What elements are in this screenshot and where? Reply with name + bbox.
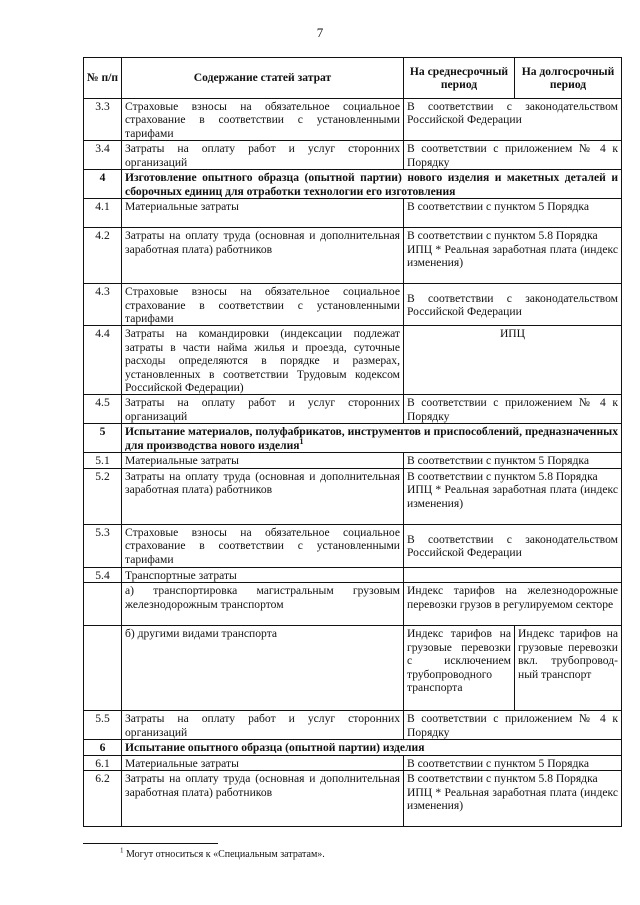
row-value-line: В соответствии с пунктом 5.8 Порядка bbox=[407, 469, 598, 483]
header-mid-term: На среднесрочный период bbox=[404, 58, 515, 99]
row-num: 4.1 bbox=[84, 199, 122, 228]
row-value: Индекс тарифов на железнодорожные перевозки грузов в регулируемом секторе bbox=[404, 583, 622, 626]
table-row bbox=[84, 711, 622, 740]
footnote bbox=[120, 846, 325, 860]
row-value-long: Индекс тарифов на грузовые перевозки вкл. трубопровод-ный транспорт bbox=[515, 626, 622, 711]
footnote-mark: 1 bbox=[120, 846, 124, 855]
section-title-text: Испытание материалов, полуфабрикатов, инструментов и приспособлений, предназначенных для производства нового изделия bbox=[125, 425, 618, 452]
row-value-line: В соответствии с пунктом 5.8 Порядка bbox=[407, 229, 598, 243]
row-value: В соответствии с пунктом 5 Порядка bbox=[404, 199, 622, 228]
row-num: 5.4 bbox=[84, 567, 122, 582]
row-content: Затраты на оплату работ и услуг сторонних организаций bbox=[122, 141, 404, 170]
row-content: Затраты на оплату труда (основная и дополнительная заработная плата) работников bbox=[122, 468, 404, 524]
section-row bbox=[84, 170, 622, 199]
table-row bbox=[84, 771, 622, 827]
header-long-term: На долгосрочный период bbox=[515, 58, 622, 99]
row-num: 4.3 bbox=[84, 284, 122, 326]
table-row bbox=[84, 524, 622, 567]
row-num: 5.1 bbox=[84, 453, 122, 468]
row-content: Затраты на оплату работ и услуг сторонних организаций bbox=[122, 711, 404, 740]
section-title bbox=[122, 424, 622, 453]
row-content: Транспортные затраты bbox=[122, 567, 404, 582]
row-value bbox=[404, 228, 622, 284]
row-value-line: ИПЦ * Реальная заработная плата (индекс изменения) bbox=[407, 483, 618, 510]
footnote-text: Могут относиться к «Специальным затратам». bbox=[126, 849, 325, 860]
table-row bbox=[84, 141, 622, 170]
section-num: 5 bbox=[84, 424, 122, 453]
row-content: Затраты на оплату работ и услуг сторонних организаций bbox=[122, 395, 404, 424]
row-value: В соответствии с пунктом 5 Порядка bbox=[404, 453, 622, 468]
section-title: Изготовление опытного образца (опытной партии) нового изделия и макетных деталей и сборочных единиц для отработки технологии его изготовления bbox=[122, 170, 622, 199]
row-value: ИПЦ bbox=[404, 326, 622, 395]
table-row bbox=[84, 228, 622, 284]
row-value-mid: Индекс тарифов на грузовые перевозки с исключением трубопроводного транспорта bbox=[404, 626, 515, 711]
row-content: Материальные затраты bbox=[122, 199, 404, 228]
table-row bbox=[84, 468, 622, 524]
section-row bbox=[84, 424, 622, 453]
page-number: 7 bbox=[316, 25, 324, 40]
row-content: Затраты на командировки (индексации подлежат затраты в части найма жилья и проезда, суточные расходы определяются в порядке и размерах, установленных в соответствии Трудовым кодексом Российской Федерации) bbox=[122, 326, 404, 395]
row-content: а) транспортировка магистральным грузовым железнодорожным транспортом bbox=[122, 583, 404, 626]
row-value-empty bbox=[404, 567, 622, 582]
row-content: Страховые взносы на обязательное социальное страхование в соответствии с установленными тарифами bbox=[122, 284, 404, 326]
row-content: Затраты на оплату труда (основная и дополнительная заработная плата) работников bbox=[122, 228, 404, 284]
section-title: Испытание опытного образца (опытной партии) изделия bbox=[122, 740, 622, 755]
row-value bbox=[404, 771, 622, 827]
row-num-empty bbox=[84, 626, 122, 711]
header-num: № п/п bbox=[84, 58, 122, 99]
table-row bbox=[84, 626, 622, 711]
row-num: 6.1 bbox=[84, 755, 122, 770]
section-num: 4 bbox=[84, 170, 122, 199]
row-value: В соответствии с приложением № 4 к Порядку bbox=[404, 395, 622, 424]
row-num: 4.4 bbox=[84, 326, 122, 395]
row-value bbox=[404, 468, 622, 524]
table-row bbox=[84, 755, 622, 770]
row-value: В соответствии с пунктом 5 Порядка bbox=[404, 755, 622, 770]
section-num: 6 bbox=[84, 740, 122, 755]
row-content: Страховые взносы на обязательное социальное страхование в соответствии с установленными тарифами bbox=[122, 99, 404, 141]
table-row bbox=[84, 567, 622, 582]
row-value: В соответствии с приложением № 4 к Порядку bbox=[404, 141, 622, 170]
row-num: 5.3 bbox=[84, 524, 122, 567]
row-value: В соответствии с законодательством Российской Федерации bbox=[404, 524, 622, 567]
row-num: 3.3 bbox=[84, 99, 122, 141]
row-num-empty bbox=[84, 583, 122, 626]
table-row bbox=[84, 199, 622, 228]
row-content: Материальные затраты bbox=[122, 755, 404, 770]
row-content: б) другими видами транспорта bbox=[122, 626, 404, 711]
row-content: Материальные затраты bbox=[122, 453, 404, 468]
row-value: В соответствии с законодательством Российской Федерации bbox=[404, 99, 622, 141]
table-header-row bbox=[84, 58, 622, 99]
row-num: 5.2 bbox=[84, 468, 122, 524]
row-content: Затраты на оплату труда (основная и дополнительная заработная плата) работников bbox=[122, 771, 404, 827]
table-row bbox=[84, 453, 622, 468]
row-value: В соответствии с приложением № 4 к Порядку bbox=[404, 711, 622, 740]
row-value-line: В соответствии с пунктом 5.8 Порядка bbox=[407, 772, 598, 786]
row-value-line: ИПЦ * Реальная заработная плата (индекс изменения) bbox=[407, 785, 618, 812]
row-content: Страховые взносы на обязательное социальное страхование в соответствии с установленными тарифами bbox=[122, 524, 404, 567]
row-num: 3.4 bbox=[84, 141, 122, 170]
section-row bbox=[84, 740, 622, 755]
table-row bbox=[84, 583, 622, 626]
table-row bbox=[84, 395, 622, 424]
row-num: 6.2 bbox=[84, 771, 122, 827]
cost-items-table bbox=[83, 57, 622, 827]
row-value: В соответствии с законодательством Российской Федерации bbox=[404, 284, 622, 326]
row-num: 4.5 bbox=[84, 395, 122, 424]
footnote-divider bbox=[83, 843, 218, 844]
row-num: 5.5 bbox=[84, 711, 122, 740]
table-row bbox=[84, 326, 622, 395]
row-num: 4.2 bbox=[84, 228, 122, 284]
table-row bbox=[84, 284, 622, 326]
header-content: Содержание статей затрат bbox=[122, 58, 404, 99]
row-value-line: ИПЦ * Реальная заработная плата (индекс изменения) bbox=[407, 242, 618, 270]
footnote-ref: 1 bbox=[299, 437, 304, 447]
table-row bbox=[84, 99, 622, 141]
